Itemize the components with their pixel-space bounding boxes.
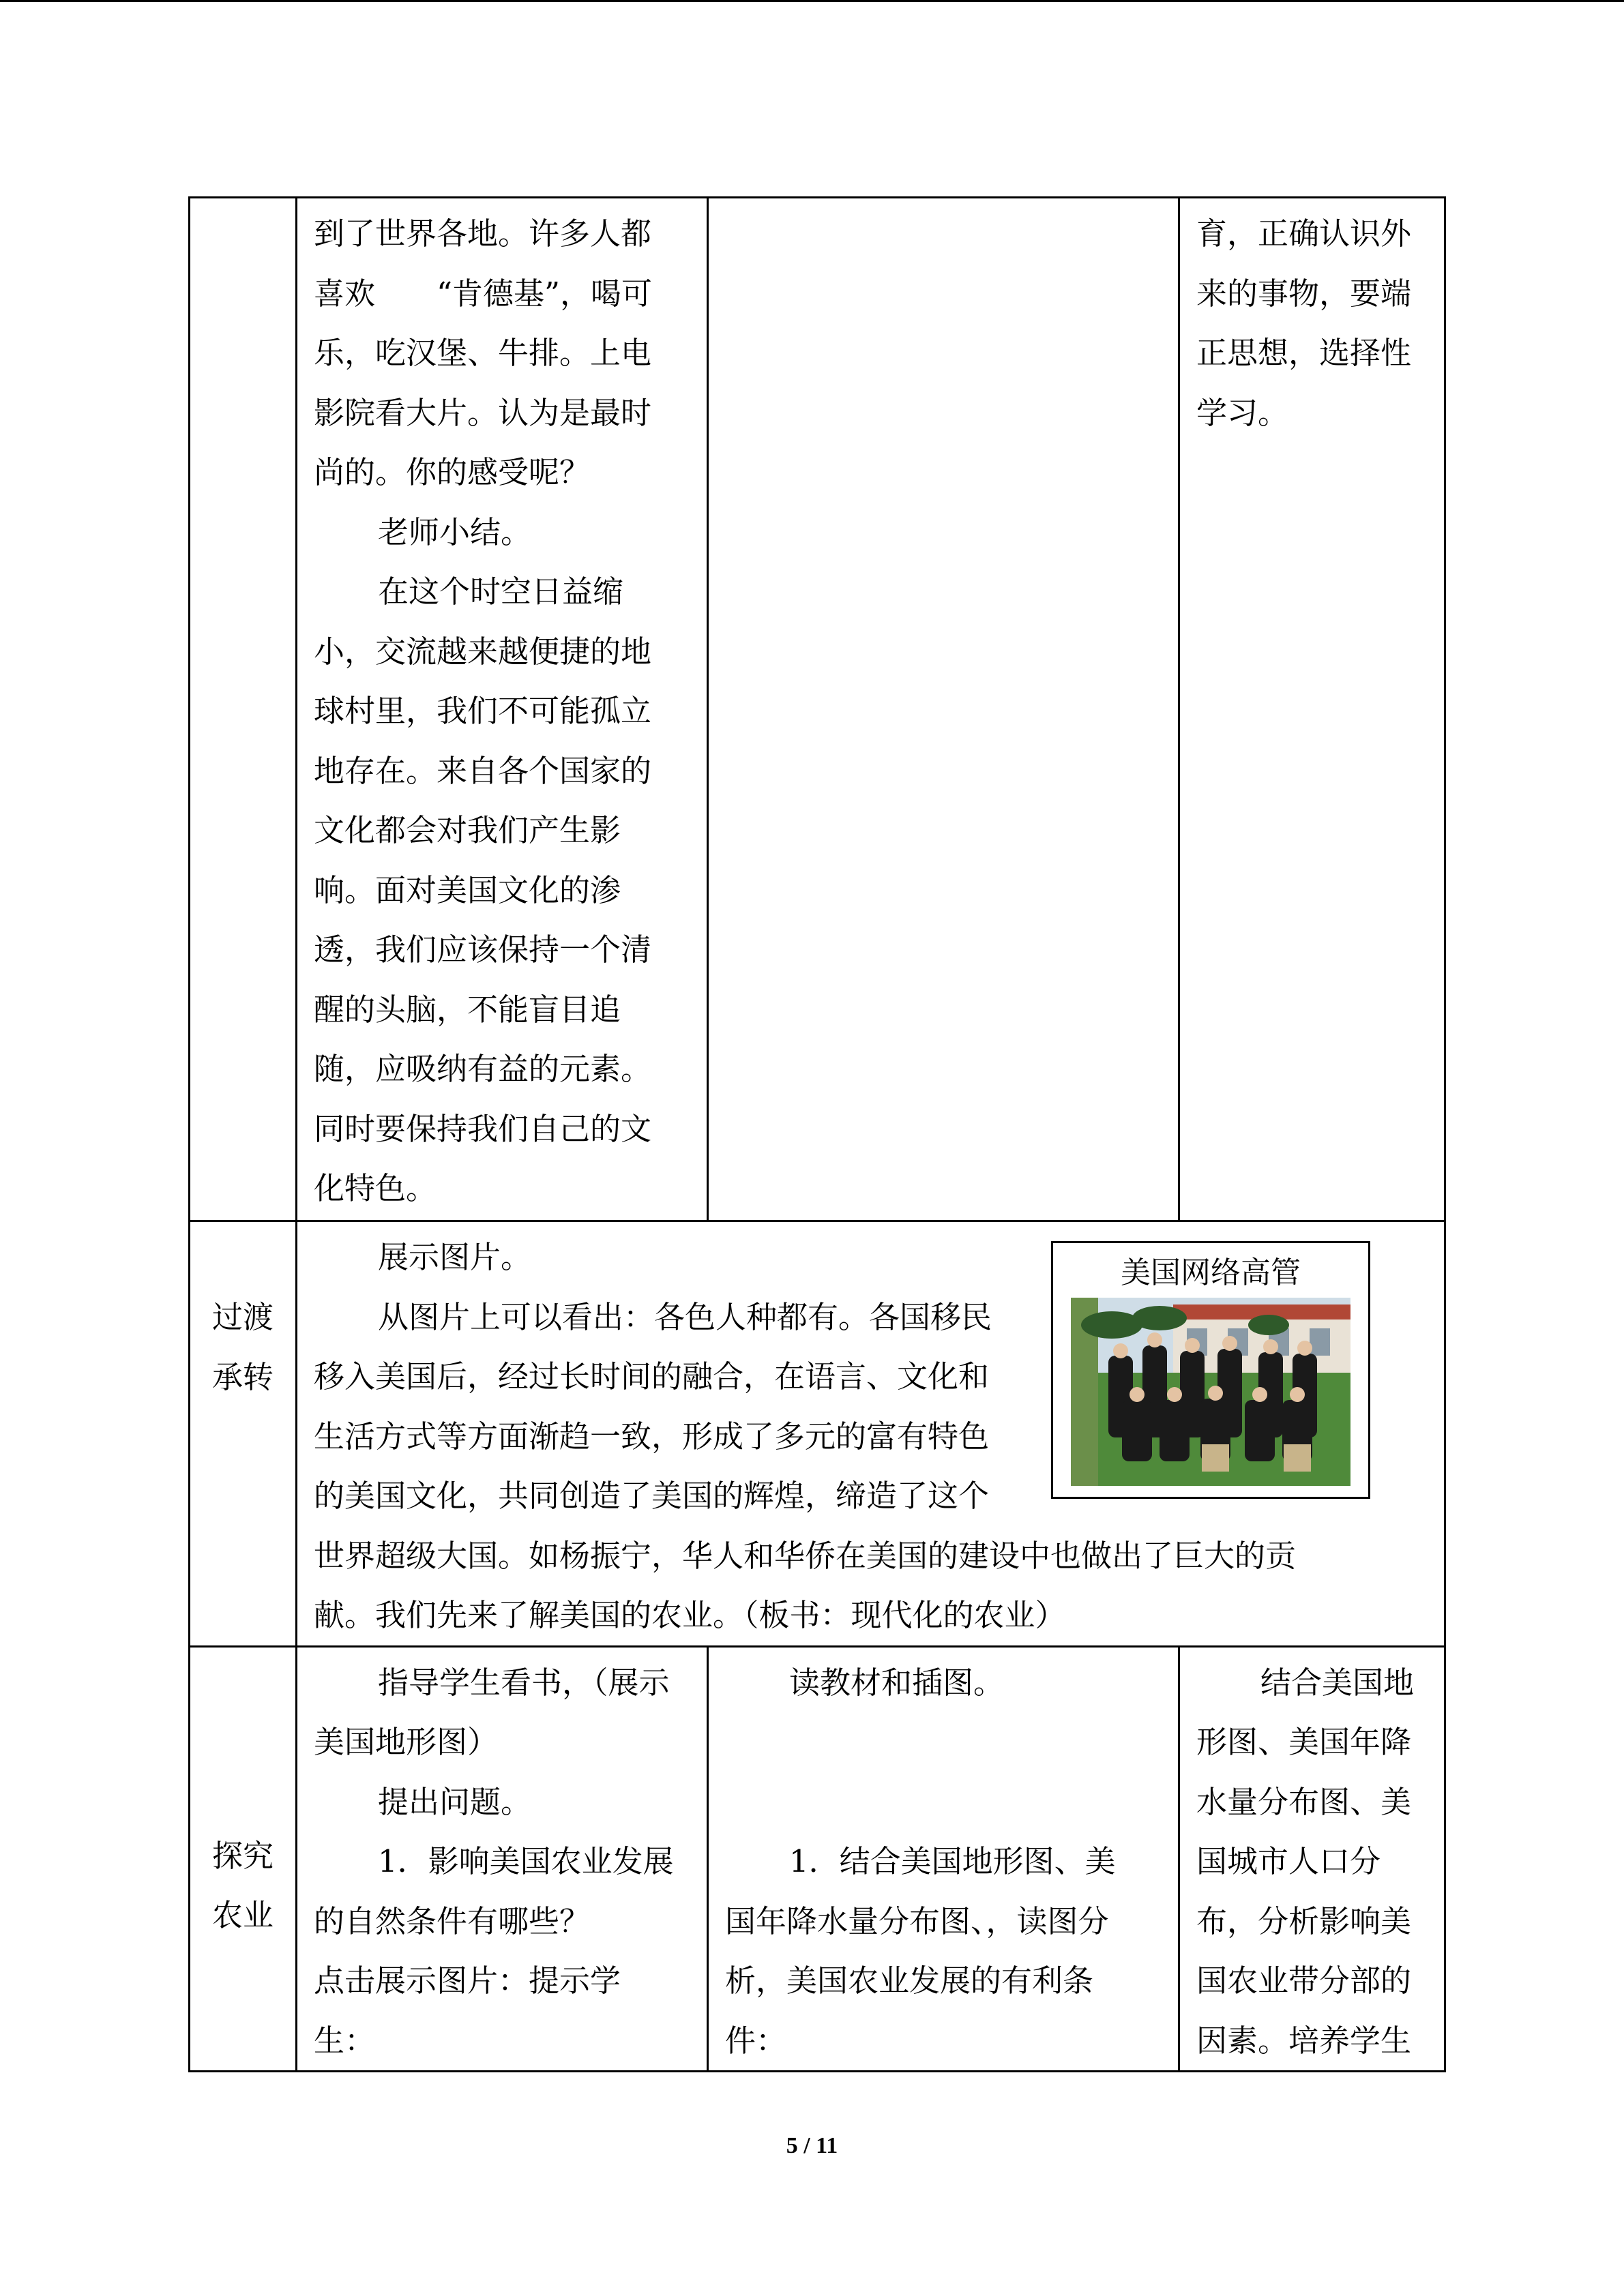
stage-label-cell — [190, 1646, 297, 2072]
stage-label-line: 农业 — [211, 1897, 274, 1933]
text-line: 醒的头脑，不能盲目追 — [314, 991, 621, 1028]
text-line: 国城市人口分 — [1196, 1843, 1381, 1879]
text-line: 来的事物，要端 — [1196, 275, 1412, 312]
text-line: 提出问题。 — [378, 1783, 532, 1820]
text-line: 展示图片。 — [378, 1239, 532, 1275]
text-line: 件： — [725, 2022, 787, 2059]
teacher-activity-text — [297, 198, 707, 1219]
text-line: 的美国文化，共同创造了美国的辉煌，缔造了这个 — [314, 1478, 990, 1514]
text-line: 指导学生看书，（展示 — [378, 1664, 670, 1701]
stage-cell-empty — [190, 198, 297, 1221]
text-line: 析，美国农业发展的有利条 — [725, 1963, 1094, 1999]
text-line — [725, 1772, 1164, 1832]
text-line: 结合美国地 — [1260, 1664, 1415, 1701]
student-activity-text — [709, 1648, 1178, 2071]
text-line: 生： — [314, 2022, 376, 2059]
text-line: 老师小结。 — [378, 513, 532, 550]
text-line: 地存在。来自各个国家的 — [314, 752, 652, 789]
text-line: 的自然条件有哪些？ — [314, 1903, 591, 1939]
text-line: 化特色。 — [314, 1170, 437, 1206]
page-top-border — [0, 0, 1624, 2]
stage-label-cell — [190, 1221, 297, 1647]
text-line: 同时要保持我们自己的文 — [314, 1110, 652, 1147]
text-line: 世界超级大国。如杨振宁，华人和华侨在美国的建设中也做出了巨大的贡 — [314, 1537, 1297, 1574]
teacher-activity-text — [297, 1648, 707, 2071]
student-activity-cell — [708, 1646, 1179, 2072]
text-line: 水量分布图、美 — [1196, 1783, 1412, 1820]
text-line: 因素。培养学生 — [1196, 2022, 1412, 2059]
text-line: 透，我们应该保持一个清 — [314, 931, 652, 968]
design-intent-text — [1180, 198, 1444, 443]
stage-label — [190, 1826, 295, 1945]
text-line: 尚的。你的感受呢？ — [314, 454, 591, 490]
text-line: 形图、美国年降 — [1196, 1724, 1412, 1760]
text-line: 1．影响美国农业发展 — [378, 1843, 674, 1879]
figure-box — [1051, 1241, 1370, 1499]
text-line: 正思想，选择性 — [1196, 335, 1412, 371]
text-line: 到了世界各地。许多人都 — [314, 215, 652, 252]
text-line: 响。面对美国文化的渗 — [314, 871, 621, 908]
design-intent-cell — [1179, 198, 1445, 1221]
text-line: 献。我们先来了解美国的农业。（板书：现代化的农业） — [314, 1597, 1066, 1633]
group-photo-image — [1071, 1298, 1350, 1486]
stage-label-line: 过渡 — [211, 1299, 274, 1335]
text-line: 移入美国后，经过长时间的融合，在语言、文化和 — [314, 1358, 990, 1395]
teacher-activity-cell — [297, 198, 708, 1221]
page-number: 5 / 11 — [786, 2133, 838, 2158]
text-line: 文化都会对我们产生影 — [314, 812, 621, 848]
stage-label-line: 承转 — [211, 1358, 274, 1395]
text-line: 随，应吸纳有益的元素。 — [314, 1051, 652, 1087]
transition-merged-cell — [297, 1221, 1445, 1647]
design-intent-cell — [1179, 1646, 1445, 2072]
text-line: 学习。 — [1196, 394, 1289, 431]
text-line: 从图片上可以看出：各色人种都有。各国移民 — [378, 1298, 992, 1335]
text-line: 球村里，我们不可能孤立 — [314, 693, 652, 729]
text-line: 点击展示图片：提示学 — [314, 1963, 621, 1999]
text-line: 美国地形图） — [314, 1724, 499, 1760]
design-intent-text — [1180, 1648, 1444, 2071]
stage-label — [190, 1287, 295, 1407]
text-line: 布，分析影响美 — [1196, 1903, 1412, 1939]
student-activity-cell — [708, 198, 1179, 1221]
stage-label-line: 探究 — [211, 1837, 274, 1874]
text-line: 国农业带分部的 — [1196, 1963, 1412, 1999]
text-line: 喜欢 “肯德基”，喝可 — [314, 275, 653, 312]
text-line: 生活方式等方面渐趋一致，形成了多元的富有特色 — [314, 1418, 990, 1455]
transition-text — [297, 1222, 1444, 1645]
figure-caption: 美国网络高管 — [1121, 1255, 1301, 1290]
text-line: 在这个时空日益缩 — [378, 573, 624, 610]
table-row — [190, 198, 1445, 1221]
text-line — [725, 1712, 1164, 1772]
text-line: 乐，吃汉堡、牛排。上电 — [314, 335, 652, 371]
table-row — [190, 1221, 1445, 1647]
text-line: 小，交流越来越便捷的地 — [314, 633, 652, 670]
text-line: 影院看大片。认为是最时 — [314, 394, 652, 431]
text-line: 国年降水量分布图、，读图分 — [725, 1903, 1109, 1939]
text-line: 1．结合美国地形图、美 — [789, 1843, 1116, 1879]
lesson-plan-table — [188, 196, 1446, 2072]
teacher-activity-cell — [297, 1646, 708, 2072]
text-line: 育，正确认识外 — [1196, 215, 1412, 252]
table-row — [190, 1646, 1445, 2072]
text-line: 读教材和插图。 — [789, 1664, 1005, 1701]
